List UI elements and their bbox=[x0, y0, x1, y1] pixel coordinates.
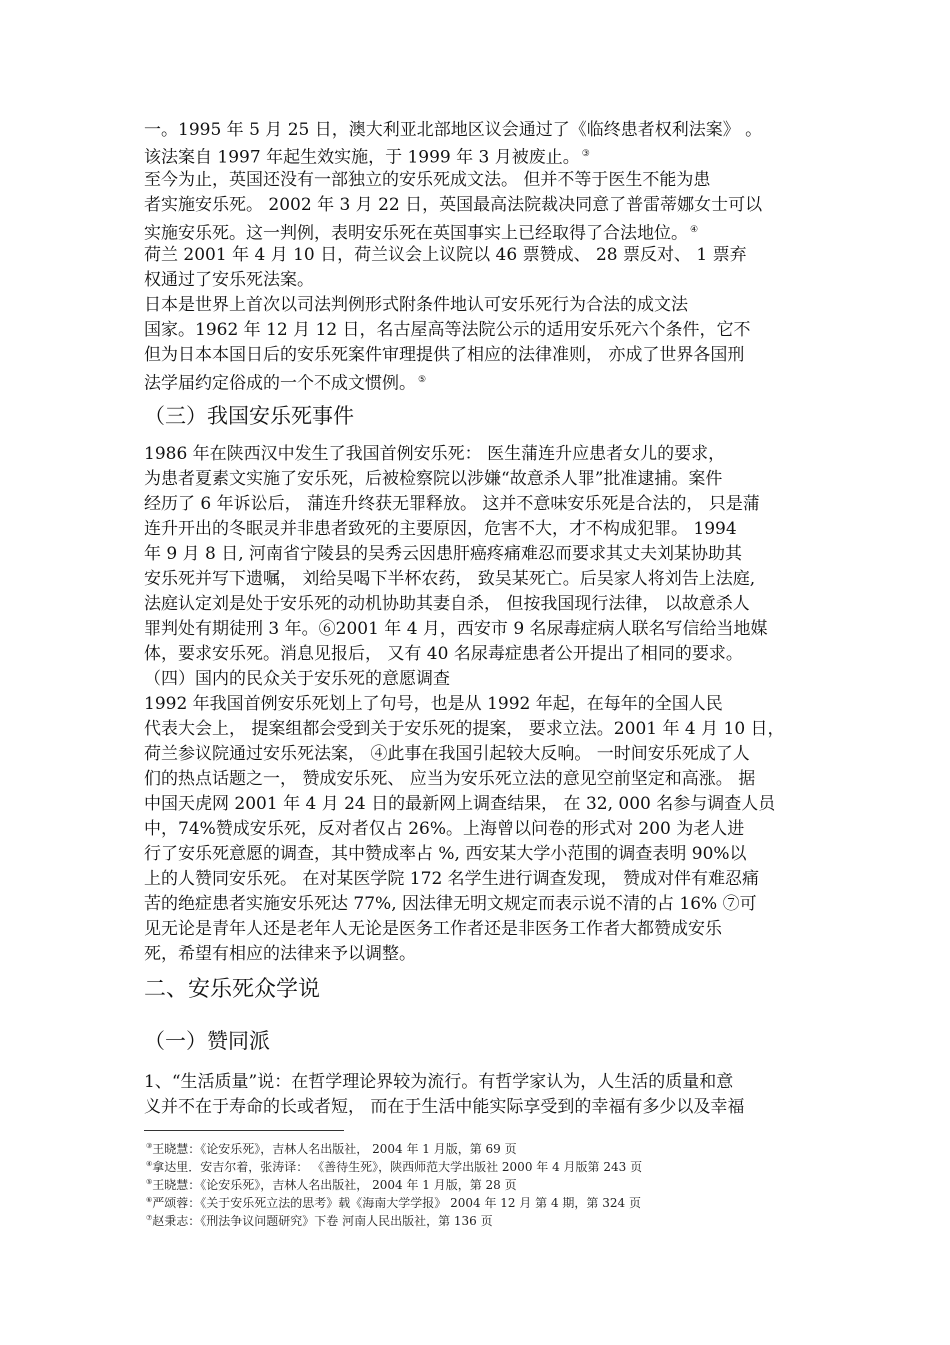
footnote-entry bbox=[144, 1174, 517, 1194]
footnote-text: 王晓慧：《论安乐死》，吉林人名出版社， 2004 年 1 月版，第 69 页 bbox=[152, 1142, 517, 1156]
footnote-text: 拿达里．安吉尔着，张涛译： 《善待生死》，陕西师范大学出版社 2000 年 4 月版第 243 页 bbox=[152, 1160, 643, 1174]
footnote-entry bbox=[144, 1138, 517, 1158]
line-text: 权通过了安乐死法案。 bbox=[144, 270, 314, 290]
line-text: 日本是世界上首次以司法判例形式附条件地认可安乐死行为合法的成文法 bbox=[144, 295, 688, 315]
line-text: 但为日本本国日后的安乐死案件审理提供了相应的法律准则， 亦成了世界各国刑 bbox=[144, 345, 745, 365]
line-text: 中国天虎网 2001 年 4 月 24 日的最新网上调查结果， 在 32, 000 名参与调查人员 bbox=[144, 794, 776, 814]
line-text: 们的热点话题之一， 赞成安乐死、 应当为安乐死立法的意见空前坚定和高涨。 据 bbox=[144, 769, 756, 789]
line-text: 国家。1962 年 12 月 12 日，名古屋高等法院公示的适用安乐死六个条件，它不 bbox=[144, 320, 751, 340]
body-text-line bbox=[144, 517, 737, 541]
body-text-line bbox=[144, 467, 722, 491]
body-text-line bbox=[144, 442, 725, 466]
body-text-line bbox=[144, 318, 751, 342]
body-text-line bbox=[144, 343, 744, 367]
footnote-marker: ⑦ bbox=[146, 1214, 153, 1222]
footnote-entry bbox=[144, 1192, 641, 1212]
footnote-entry bbox=[144, 1156, 642, 1176]
footnote-marker: ⑤ bbox=[146, 1178, 153, 1186]
line-text: 1、“生活质量”说：在哲学理论界较为流行。有哲学家认为，人生活的质量和意 bbox=[144, 1072, 734, 1092]
line-text: 一。1995 年 5 月 25 日，澳大利亚北部地区议会通过了《临终患者权利法案》 。 bbox=[144, 120, 763, 140]
body-text-line bbox=[144, 942, 416, 966]
section-heading: （一）赞同派 bbox=[144, 1029, 270, 1053]
line-text: 中，74%赞成安乐死，反对者仅占 26%。上海曾以问卷的形式对 200 为老人进 bbox=[144, 819, 745, 839]
footnote-marker: ④ bbox=[146, 1160, 153, 1168]
body-text-line bbox=[144, 492, 760, 516]
line-text: 死，希望有相应的法律来予以调整。 bbox=[144, 944, 416, 964]
body-text-line bbox=[144, 293, 688, 317]
body-text-line bbox=[144, 892, 757, 916]
line-text: 法庭认定刘是处于安乐死的动机协助其妻自杀， 但按我国现行法律， 以故意杀人 bbox=[144, 594, 750, 614]
body-text-line bbox=[144, 218, 698, 246]
line-text: 体，要求安乐死。消息见报后， 又有 40 名尿毒症患者公开提出了相同的要求。 bbox=[144, 644, 743, 664]
body-text-line bbox=[144, 542, 742, 566]
line-text: 法学届约定俗成的一个不成文惯例。 bbox=[144, 373, 416, 394]
line-text: 至今为止，英国还没有一部独立的安乐死成文法。 但并不等于医生不能为患 bbox=[144, 170, 711, 190]
body-text-line bbox=[144, 567, 755, 591]
body-text-line bbox=[144, 867, 759, 891]
line-text: 见无论是青年人还是老年人无论是医务工作者还是非医务工作者大都赞成安乐 bbox=[144, 919, 722, 939]
body-text-line bbox=[144, 917, 722, 941]
body-text-line bbox=[144, 1095, 744, 1119]
section-heading: （三）我国安乐死事件 bbox=[144, 404, 354, 428]
body-text-line bbox=[144, 142, 590, 170]
body-text-line bbox=[144, 692, 723, 716]
body-text-line bbox=[144, 243, 747, 267]
body-text-line bbox=[144, 268, 314, 292]
line-text: 1986 年在陕西汉中发生了我国首例安乐死： 医生蒲连升应患者女儿的要求， bbox=[144, 444, 726, 464]
footnote-marker: ③ bbox=[146, 1142, 153, 1150]
line-text: 代表大会上， 提案组都会受到关于安乐死的提案， 要求立法。2001 年 4 月 10 日， bbox=[144, 719, 785, 739]
line-text: 为患者夏素文实施了安乐死，后被检察院以涉嫌“故意杀人罪”批准逮捕。案件 bbox=[144, 469, 723, 489]
line-text: 义并不在于寿命的长或者短， 而在于生活中能实际享受到的幸福有多少以及幸福 bbox=[144, 1097, 745, 1117]
body-text-line bbox=[144, 642, 743, 666]
footnote-reference: ⑤ bbox=[418, 375, 427, 385]
footnote-reference: ④ bbox=[690, 225, 699, 235]
line-text: 实施安乐死。这一判例，表明安乐死在英国事实上已经取得了合法地位。 bbox=[144, 223, 688, 244]
line-text: 荷兰 2001 年 4 月 10 日，荷兰议会上议院以 46 票赞成、 28 票反对、 1 票弃 bbox=[144, 245, 747, 265]
footnote-text: 王晓慧：《论安乐死》，吉林人名出版社， 2004 年 1 月版，第 28 页 bbox=[152, 1178, 517, 1192]
line-text: 行了安乐死意愿的调查，其中赞成率占 %, 西安某大学小范围的调查表明 90%以 bbox=[144, 844, 747, 864]
line-text: 荷兰参议院通过安乐死法案， ④此事在我国引起较大反响。 一时间安乐死成了人 bbox=[144, 744, 750, 764]
body-text-line bbox=[144, 817, 744, 841]
body-text-line bbox=[144, 842, 747, 866]
footnote-separator bbox=[144, 1130, 344, 1131]
line-text: 年 9 月 8 日, 河南省宁陵县的吴秀云因患肝癌疼痛难忍而要求其丈夫刘某协助其 bbox=[144, 544, 743, 564]
line-text: 安乐死并写下遗嘱， 刘给吴喝下半杯农药， 致吴某死亡。后吴家人将刘告上法庭, bbox=[144, 569, 756, 589]
body-text-line bbox=[144, 368, 426, 396]
line-text: 1992 年我国首例安乐死划上了句号，也是从 1992 年起，在每年的全国人民 bbox=[144, 694, 723, 714]
line-text: 经历了 6 年诉讼后， 蒲连升终获无罪释放。 这并不意味安乐死是合法的， 只是蒲 bbox=[144, 494, 760, 514]
body-text-line bbox=[144, 792, 775, 816]
body-text-line bbox=[144, 1070, 733, 1094]
body-text-line bbox=[144, 617, 768, 641]
footnote-entry bbox=[144, 1210, 493, 1230]
section-heading: 二、安乐死众学说 bbox=[144, 977, 321, 1002]
body-text-line bbox=[144, 767, 755, 791]
footnote-marker: ⑥ bbox=[146, 1196, 153, 1204]
footnote-text: 赵秉志：《刑法争议问题研究》下卷 河南人民出版社，第 136 页 bbox=[152, 1214, 493, 1228]
line-text: 者实施安乐死。 2002 年 3 月 22 日，英国最高法院裁决同意了普雷蒂娜女士可以 bbox=[144, 195, 763, 215]
body-text-line bbox=[144, 717, 785, 741]
body-text-line bbox=[144, 742, 750, 766]
body-text-line bbox=[144, 667, 450, 691]
body-text-line bbox=[144, 592, 750, 616]
body-text-line bbox=[144, 118, 762, 142]
footnote-text: 严颂蓉：《关于安乐死立法的思考》载《海南大学学报》 2004 年 12 月 第 4 期，第 324 页 bbox=[152, 1196, 641, 1210]
line-text: 罪判处有期徒刑 3 年。⑥2001 年 4 月，西安市 9 名尿毒症病人联名写信给当地媒 bbox=[144, 619, 768, 639]
line-text: 苦的绝症患者实施安乐死达 77%, 因法律无明文规定而表示说不清的占 16% ⑦可 bbox=[144, 894, 757, 914]
line-text: 上的人赞同安乐死。 在对某医学院 172 名学生进行调查发现， 赞成对伴有难忍痛 bbox=[144, 869, 760, 889]
line-text: （四）国内的民众关于安乐死的意愿调查 bbox=[144, 669, 450, 689]
footnote-reference: ③ bbox=[581, 149, 590, 159]
line-text: 连升开出的冬眠灵并非患者致死的主要原因，危害不大，才不构成犯罪。 1994 bbox=[144, 519, 737, 539]
line-text: 该法案自 1997 年起生效实施，于 1999 年 3 月被废止。 bbox=[144, 147, 580, 168]
body-text-line bbox=[144, 193, 762, 217]
body-text-line bbox=[144, 168, 710, 192]
